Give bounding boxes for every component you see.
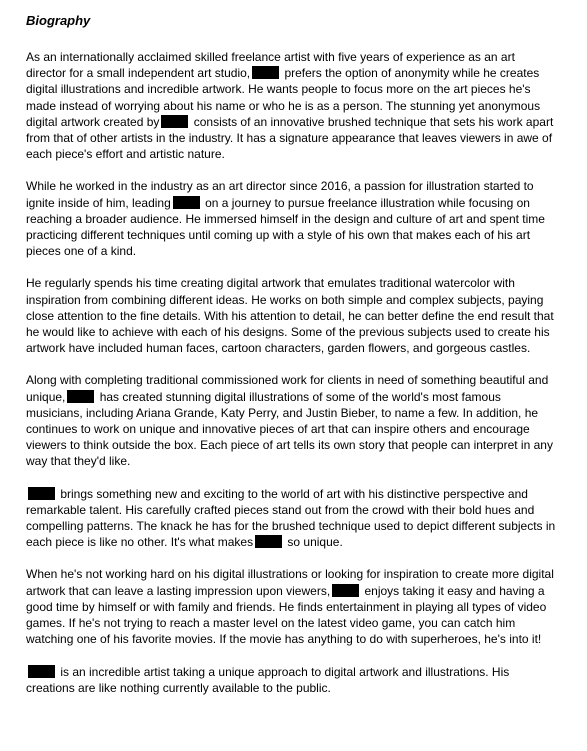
paragraph [26, 566, 556, 647]
redaction-box [252, 66, 279, 79]
redaction-box [67, 390, 94, 403]
redaction-box [332, 584, 359, 597]
redaction-box [255, 535, 282, 548]
paragraph-text: is an incredible artist taking a unique approach to digital artwork and illustrations. His creations are like nothing currently available to the public. [26, 664, 510, 695]
paragraph-text: As an internationally acclaimed skilled freelance artist with five years of experience as an art director for a small independent art studio, [26, 50, 515, 81]
paragraph-text: Along with completing traditional commissioned work for clients in need of something beautiful and unique, [26, 373, 549, 404]
paragraph-text: has created stunning digital illustrations of some of the world's most famous musicians, including Ariana Grande, Katy Perry, and Justin Bieber, to name a few. In addition, he continues to work on unique and innovative pieces of art that can inspire others and encourage viewers to think outside the box. Each piece of art tells its own story that people can interpret in any way that they'd like. [26, 389, 553, 469]
paragraph-text: When he's not working hard on his digital illustrations or looking for inspiration to create more digital artwork that can leave a lasting impression upon viewers, [26, 567, 554, 598]
redaction-box [28, 487, 55, 500]
paragraph-text: consists of an innovative brushed technique that sets his work apart from that of other artists in the industry. It has a signature appearance that leaves viewers in awe of each piece's effort and artistic nature. [26, 114, 554, 162]
document-page [26, 11, 556, 712]
paragraph [26, 275, 556, 356]
redaction-box [28, 665, 55, 678]
paragraph-text: While he worked in the industry as an art director since 2016, a passion for illustration started to ignite inside of him, leading [26, 179, 534, 210]
redaction-box [173, 196, 200, 209]
paragraph [26, 486, 556, 551]
paragraph-text: brings something new and exciting to the world of art with his distinctive perspective and remarkable talent. His carefully crafted pieces stand out from the crowd with their bold hues and compelling patterns. The knack he has for the brushed technique used to depict different subjects in each piece is like no other. It's what makes [26, 486, 556, 550]
paragraph-text: enjoys taking it easy and having a good time by himself or with family and friends. He finds entertainment in playing all types of video games. If he's not trying to reach a master level on the latest video game, you can catch him watching one of his favorite movies. If the movie has anything to do with superheroes, he's into it! [26, 583, 547, 647]
paragraph [26, 372, 556, 469]
paragraph-text: He regularly spends his time creating digital artwork that emulates traditional watercolor with inspiration from combining different ideas. He works on both simple and complex subjects, paying close attention to the fine details. With his attention to detail, he can better define the end result that he would like to achieve with each of his designs. Some of the previous subjects used to create his artwork have included human faces, cartoon characters, garden flowers, and gorgeous castles. [26, 276, 554, 356]
paragraph [26, 49, 556, 162]
redaction-box [161, 115, 188, 128]
document-title: Biography [26, 13, 91, 28]
paragraph [26, 178, 556, 259]
document-body [26, 49, 556, 696]
paragraph [26, 664, 556, 696]
paragraph-text: so unique. [284, 535, 343, 550]
paragraph-text: prefers the option of anonymity while he creates digital illustrations and incredible artwork. He wants people to focus more on the art pieces he's made instead of worrying about his name or who he is as a person. The stunning yet anonymous digital artwork created by [26, 66, 541, 129]
paragraph-text: on a journey to pursue freelance illustration while focusing on reaching a broader audience. He immersed himself in the design and culture of art and spent time practicing different techniques until coming up with a style of his own that makes each of his art pieces one of a kind. [26, 195, 545, 259]
